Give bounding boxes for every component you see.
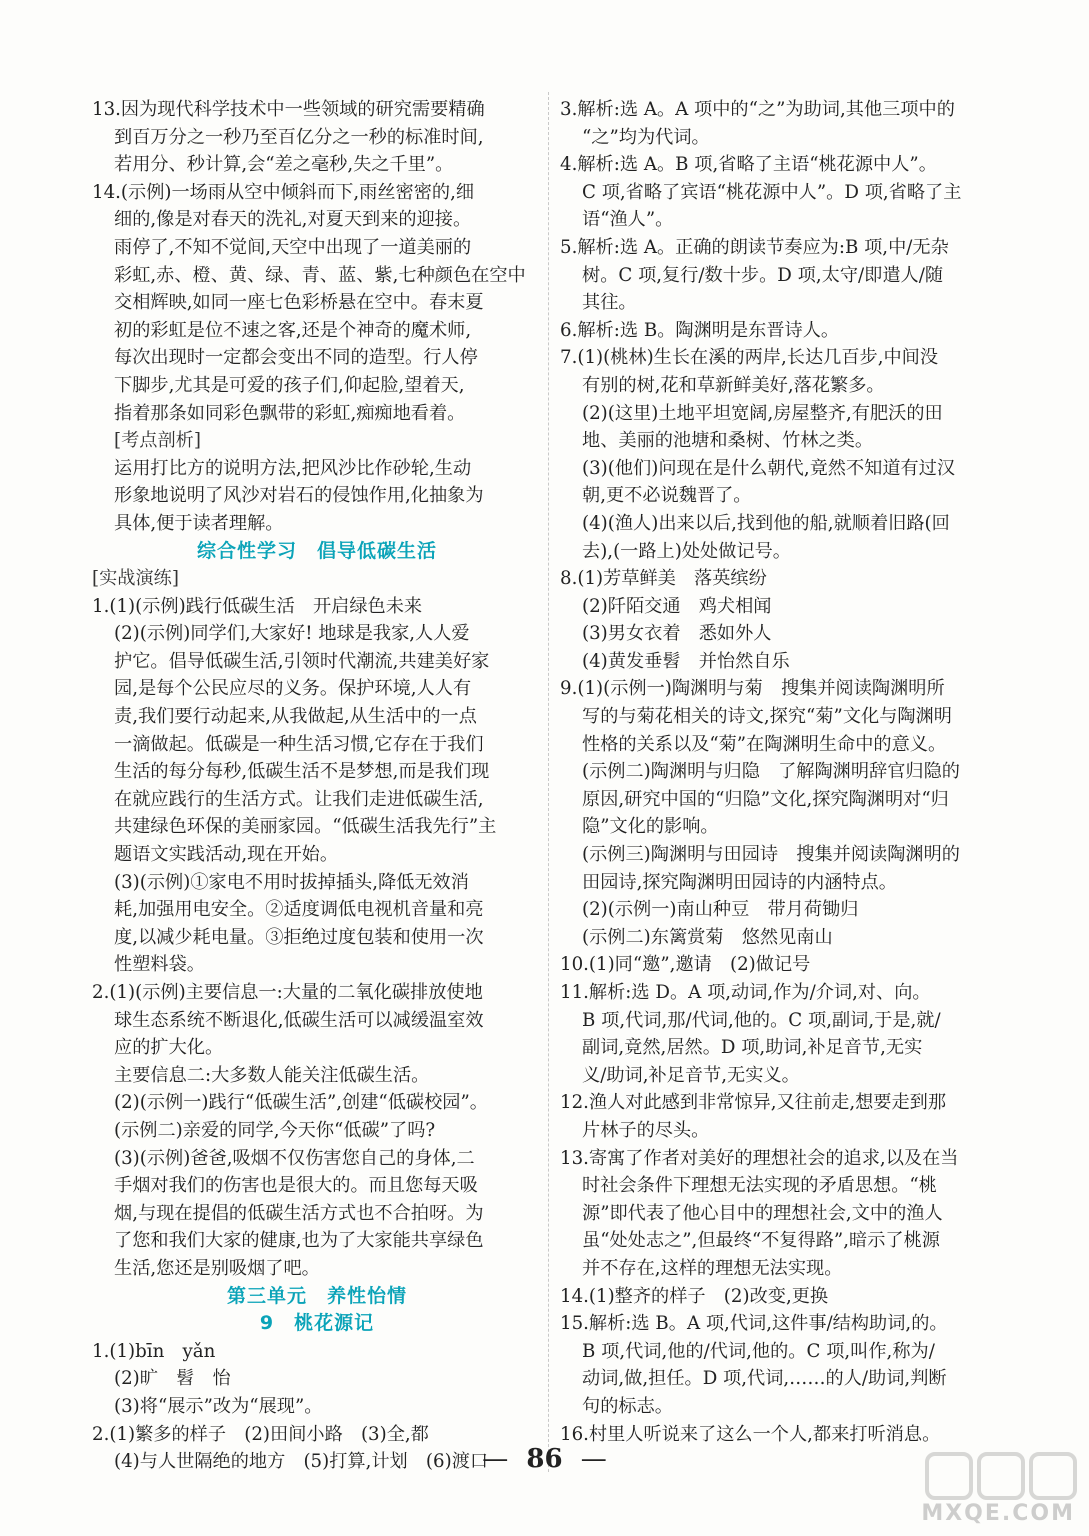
text-line: B 项,代词,他的/代词,他的。C 项,叫作,称为/ (582, 1340, 935, 1362)
text-line: 有别的树,花和草新鲜美好,落花繁多。 (582, 374, 885, 396)
text-line: 义/助词,补足音节,无实义。 (582, 1064, 800, 1086)
text-line: (2)(示例一)践行“低碳生活”,创建“低碳校园”。 (114, 1092, 488, 1114)
text-line: 13.因为现代科学技术中一些领域的研究需要精确 (92, 99, 485, 120)
text-line: (2)(示例一)南山种豆 带月荷锄归 (582, 899, 859, 921)
text-line: 句的标志。 (582, 1395, 673, 1417)
text-line: (示例二)亲爱的同学,今天你“低碳”了吗? (114, 1119, 436, 1141)
text-line: 14.(1)整齐的样子 (2)改变,更换 (560, 1285, 829, 1307)
text-line: 2.(1)繁多的样子 (2)田间小路 (3)全,都 (92, 1423, 429, 1445)
text-line: 护它。倡导低碳生活,引领时代潮流,共建美好家 (114, 650, 490, 672)
text-line: 雨停了,不知不觉间,天空中出现了一道美丽的 (114, 236, 472, 258)
text-line: 5.解析:选 A。正确的朗读节奏应为:B 项,中/无杂 (560, 236, 949, 258)
watermark-icon (923, 1448, 1083, 1508)
text-line: 2.(1)(示例)主要信息一:大量的二氧化碳排放使地 (92, 982, 483, 1003)
text-line: 源”即代表了他心目中的理想社会,文中的渔人 (582, 1202, 943, 1224)
text-line: 朝,更不必说魏晋了。 (582, 485, 752, 507)
text-line: 其往。 (582, 292, 637, 314)
text-line: 生活,您还是别吸烟了吧。 (114, 1257, 320, 1279)
text-line: (示例二)东篱赏菊 悠然见南山 (582, 926, 833, 948)
text-line: 题语文实践活动,现在开始。 (114, 844, 339, 866)
text-line: 若用分、秒计算,会“差之毫秒,失之千里”。 (114, 154, 454, 176)
text-line: 7.(1)(桃林)生长在溪的两岸,长达几百步,中间没 (560, 347, 939, 369)
text-line: (4)与人世隔绝的地方 (5)打算,计划 (6)渡口 (114, 1451, 489, 1473)
text-line: 13.寄寓了作者对美好的理想社会的追求,以及在当 (560, 1147, 959, 1169)
text-line: 副词,竟然,居然。D 项,助词,补足音节,无实 (582, 1037, 923, 1059)
text-line: 到百万分之一秒乃至百亿分之一秒的标准时间, (114, 126, 484, 148)
text-line: 交相辉映,如同一座七色彩桥悬在空中。春末夏 (114, 292, 484, 314)
text-line: 指着那条如同彩色飘带的彩虹,痴痴地看着。 (114, 402, 466, 424)
column-divider (548, 92, 549, 1472)
text-line: 每次出现时一定都会变出不同的造型。行人停 (114, 347, 478, 369)
text-line: (示例三)陶渊明与田园诗 搜集并阅读陶渊明的 (582, 844, 960, 866)
text-line: 虽“处处志之”,但最终“不复得路”,暗示了桃源 (582, 1230, 940, 1252)
watermark-logo (923, 1448, 1083, 1532)
text-line: 生活的每分每秒,低碳生活不是梦想,而是我们现 (114, 761, 490, 783)
text-line: (3)(示例)①家电不用时拔掉插头,降低无效消 (114, 871, 469, 893)
text-line: 并不存在,这样的理想无法实现。 (582, 1257, 843, 1279)
text-line: 3.解析:选 A。A 项中的“之”为助词,其他三项中的 (560, 99, 955, 120)
text-line: 球生态系统不断退化,低碳生活可以减缓温室效 (114, 1009, 484, 1031)
text-line: 度,以减少耗电量。③拒绝过度包装和使用一次 (114, 926, 484, 948)
text-line: 1.(1)bīn yǎn (92, 1340, 216, 1362)
text-line: 一滴做起。低碳是一种生活习惯,它存在于我们 (114, 733, 484, 755)
page-number: — 86 — (482, 1444, 607, 1474)
text-line: 烟,与现在提倡的低碳生活方式也不合拍呀。为 (114, 1202, 484, 1224)
text-line: 8.(1)芳草鲜美 落英缤纷 (560, 568, 767, 590)
text-line: 应的扩大化。 (114, 1037, 224, 1059)
section-tag: [考点剖析] (114, 430, 201, 452)
text-line: 手烟对我们的伤害也是很大的。而且您每天吸 (114, 1175, 478, 1197)
text-line: 去),(一路上)处处做记号。 (582, 540, 791, 562)
left-column (92, 96, 542, 1476)
text-line: 写的与菊花相关的诗文,探究“菊”文化与陶渊明 (582, 706, 952, 728)
text-line: 了您和我们大家的健康,也为了大家能共享绿色 (114, 1230, 484, 1252)
watermark-text: MXQE.COM (921, 1501, 1075, 1526)
text-line: 11.解析:选 D。A 项,动词,作为/介词,对、向。 (560, 982, 931, 1003)
text-line: B 项,代词,那/代词,他的。C 项,副词,于是,就/ (582, 1009, 941, 1031)
text-line: (2)旷 髫 怡 (114, 1368, 231, 1390)
text-line: 园,是每个公民应尽的义务。保护环境,人人有 (114, 678, 472, 700)
text-line: 14.(示例)一场雨从空中倾斜而下,雨丝密密的,细 (92, 181, 475, 203)
text-line: 在就应践行的生活方式。让我们走进低碳生活, (114, 788, 484, 810)
text-line: 彩虹,赤、橙、黄、绿、青、蓝、紫,七种颜色在空中 (114, 264, 526, 286)
text-line: 形象地说明了风沙对岩石的侵蚀作用,化抽象为 (114, 485, 484, 507)
text-line: (示例二)陶渊明与归隐 了解陶渊明辞官归隐的 (582, 761, 960, 783)
text-line: (4)黄发垂髫 并怡然自乐 (582, 650, 790, 672)
text-line: 1.(1)(示例)践行低碳生活 开启绿色未来 (92, 595, 423, 617)
text-line: 6.解析:选 B。陶渊明是东晋诗人。 (560, 319, 840, 341)
text-line: 12.渔人对此感到非常惊异,又往前走,想要走到那 (560, 1092, 947, 1114)
text-line: 主要信息二:大多数人能关注低碳生活。 (114, 1064, 430, 1086)
text-line: 片林子的尽头。 (582, 1119, 710, 1141)
text-line: 语“渔人”。 (582, 209, 674, 231)
text-line: 细的,像是对春天的洗礼,对夏天到来的迎接。 (114, 209, 472, 231)
text-line: C 项,省略了宾语“桃花源中人”。D 项,省略了主 (582, 181, 962, 203)
text-line: (2)阡陌交通 鸡犬相闻 (582, 595, 772, 617)
text-line: 田园诗,探究陶渊明田园诗的内涵特点。 (582, 871, 897, 893)
text-line: 10.(1)同“邀”,邀请 (2)做记号 (560, 954, 811, 976)
text-line: 原因,研究中国的“归隐”文化,探究陶渊明对“归 (582, 788, 949, 810)
text-line: 性格的关系以及“菊”在陶渊明生命中的意义。 (582, 733, 947, 755)
text-line: 16.村里人听说来了这么一个人,都来打听消息。 (560, 1423, 941, 1445)
text-line: 耗,加强用电安全。②适度调低电视机音量和亮 (114, 899, 484, 921)
text-line: 责,我们要行动起来,从我做起,从生活中的一点 (114, 706, 477, 728)
text-line: 树。C 项,复行/数十步。D 项,太守/即遣人/随 (582, 264, 944, 286)
section-heading: 综合性学习 倡导低碳生活 (196, 539, 437, 562)
page-number-value: 86 (526, 1444, 563, 1474)
text-line: 具体,便于读者理解。 (114, 512, 284, 534)
text-line: 运用打比方的说明方法,把风沙比作砂轮,生动 (114, 457, 472, 479)
text-line: 共建绿色环保的美丽家园。“低碳生活我先行”主 (114, 816, 497, 838)
text-line: 时社会条件下理想无法实现的矛盾思想。“桃 (582, 1175, 937, 1197)
text-line: 性塑料袋。 (114, 954, 205, 976)
text-line: (3)男女衣着 悉如外人 (582, 623, 772, 645)
text-line: 下脚步,尤其是可爱的孩子们,仰起脸,望着天, (114, 374, 465, 396)
text-line: 隐”文化的影响。 (582, 816, 719, 838)
section-heading: 9 桃花源记 (259, 1312, 375, 1335)
text-line: 初的彩虹是位不速之客,还是个神奇的魔术师, (114, 319, 472, 341)
text-line: (4)(渔人)出来以后,找到他的船,就顺着旧路(回 (582, 512, 950, 534)
text-line: (3)(示例)爸爸,吸烟不仅伤害您自己的身体,二 (114, 1147, 475, 1169)
text-line: (3)将“展示”改为“展现”。 (114, 1395, 323, 1417)
text-line: “之”均为代词。 (582, 126, 710, 148)
section-tag: [实战演练] (92, 568, 179, 590)
text-line: (2)(这里)土地平坦宽阔,房屋整齐,有肥沃的田 (582, 402, 943, 424)
text-line: 15.解析:选 B。A 项,代词,这件事/结构助词,的。 (560, 1313, 948, 1335)
text-line: 动词,做,担任。D 项,代词,……的人/助词,判断 (582, 1368, 947, 1390)
text-line: (2)(示例)同学们,大家好! 地球是我家,人人爱 (114, 623, 470, 645)
text-line: 地、美丽的池塘和桑树、竹林之类。 (582, 430, 874, 452)
text-line: (3)(他们)问现在是什么朝代,竟然不知道有过汉 (582, 457, 956, 479)
section-heading: 第三单元 养性怡情 (226, 1284, 407, 1307)
right-column (560, 96, 1002, 1448)
text-line: 4.解析:选 A。B 项,省略了主语“桃花源中人”。 (560, 154, 937, 176)
text-line: 9.(1)(示例一)陶渊明与菊 搜集并阅读陶渊明所 (560, 678, 945, 700)
